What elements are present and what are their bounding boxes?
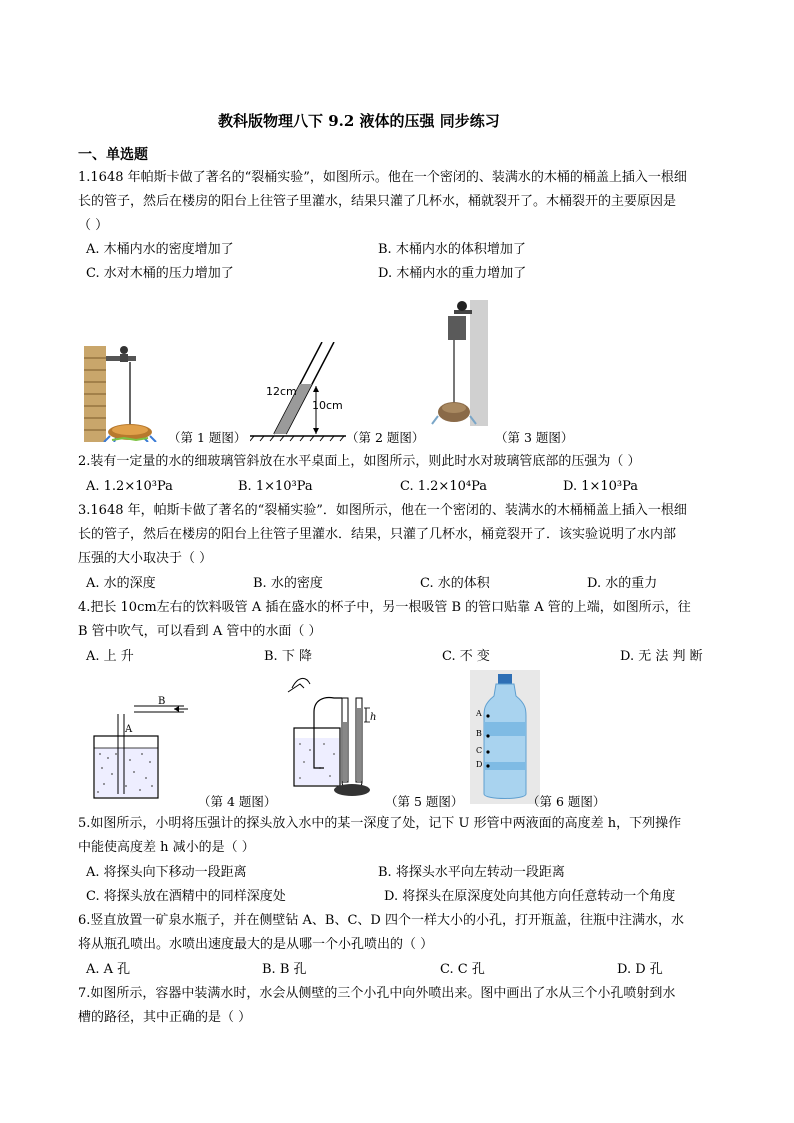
q2-option-b: B. 1×10³Pa (238, 479, 313, 494)
q4-option-b: B. 下 降 (264, 649, 312, 664)
figure-2-caption: （第 2 题图） (346, 430, 425, 445)
q3-option-b: B. 水的密度 (253, 576, 323, 591)
figure-2-tube-diagram (250, 342, 350, 442)
q7-line-2: 槽的路径，其中正确的是（ ） (78, 1010, 252, 1025)
q5-option-a: A. 将探头向下移动一段距离 (86, 865, 247, 880)
figure-4-label-b: B (158, 696, 166, 707)
figure-6-hole-d: D (476, 760, 483, 769)
figure-1-caption: （第 1 题图） (168, 430, 247, 445)
q6-option-d: D. D 孔 (617, 962, 663, 977)
figure-2-label-10cm: 10cm (312, 399, 343, 412)
q1-line-3: （ ） (78, 218, 109, 233)
figure-5-label-h: h (370, 712, 377, 723)
q4-line-2: B 管中吹气，可以看到 A 管中的水面（ ） (78, 624, 322, 639)
q5-option-d: D. 将探头在原深度处向其他方向任意转动一个角度 (384, 889, 676, 904)
q5-line-1: 5.如图所示，小明将压强计的探头放入水中的某一深度了处，记下 U 形管中两液面的高度差 h，下列操作 (78, 816, 682, 831)
page-title: 教科版物理八下 9.2 液体的压强 同步练习 (218, 112, 500, 130)
q3-line-3: 压强的大小取决于（ ） (78, 551, 213, 566)
q6-line-2: 将从瓶孔喷出。水喷出速度最大的是从哪一个小孔喷出的（ ） (78, 937, 434, 952)
q5-option-c: C. 将探头放在酒精中的同样深度处 (86, 889, 286, 904)
q4-option-d: D. 无 法 判 断 (620, 649, 703, 664)
q2-line-1: 2.装有一定量的水的细玻璃管斜放在水平桌面上，如图所示，则此时水对玻璃管底部的压强为（ ） (78, 454, 641, 469)
q3-line-2: 长的管子，然后在楼房的阳台上往管子里灌水．结果，只灌了几杯水，桶竟裂开了．该实验说明了水内部 (78, 527, 677, 542)
section-heading: 一、单选题 (78, 147, 148, 163)
q6-option-c: C. C 孔 (440, 962, 485, 977)
q6-option-b: B. B 孔 (262, 962, 307, 977)
q4-option-a: A. 上 升 (86, 649, 134, 664)
q1-option-d: D. 木桶内水的重力增加了 (378, 266, 527, 281)
q2-option-d: D. 1×10³Pa (563, 479, 639, 494)
figure-6-hole-a: A (476, 709, 482, 718)
q5-line-2: 中能使高度差 h 减小的是（ ） (78, 840, 255, 855)
q2-option-c: C. 1.2×10⁴Pa (400, 479, 487, 494)
figure-4-label-a: A (125, 724, 133, 735)
figure-6-caption: （第 6 题图） (527, 794, 606, 809)
q3-option-d: D. 水的重力 (587, 576, 658, 591)
q1-line-2: 长的管子，然后在楼房的阳台上往管子里灌水，结果只灌了几杯水，桶就裂开了。木桶裂开的主要原因是 (78, 194, 677, 209)
q7-line-1: 7.如图所示，容器中装满水时，水会从侧壁的三个小孔中向外喷出来。图中画出了水从三个小孔喷射到水 (78, 986, 676, 1001)
q6-line-1: 6.竖直放置一矿泉水瓶子，并在侧壁钻 A、B、C、D 四个一样大小的小孔，打开瓶盖，往瓶中注满水，水 (78, 913, 684, 928)
q1-option-c: C. 水对木桶的压力增加了 (86, 266, 234, 281)
figure-6-hole-b: B (476, 729, 482, 738)
q5-option-b: B. 将探头水平向左转动一段距离 (378, 865, 565, 880)
figure-2-label-12cm: 12cm (266, 385, 297, 398)
figure-6-hole-c: C (476, 746, 483, 755)
figure-3-caption: （第 3 题图） (495, 430, 574, 445)
q1-option-a: A. 木桶内水的密度增加了 (86, 242, 234, 257)
q4-line-1: 4.把长 10cm左右的饮料吸管 A 插在盛水的杯子中，另一根吸管 B 的管口贴靠 A 管的上端，如图所示，往 (78, 600, 691, 615)
q3-line-1: 3.1648 年，帕斯卡做了著名的“裂桶实验”．如图所示，他在一个密闭的、装满水的木桶桶盖上插入一根细 (78, 503, 687, 518)
q6-option-a: A. A 孔 (86, 962, 131, 977)
q2-option-a: A. 1.2×10³Pa (86, 479, 173, 494)
q3-option-a: A. 水的深度 (86, 576, 156, 591)
figure-4-caption: （第 4 题图） (198, 794, 277, 809)
figure-5-caption: （第 5 题图） (385, 794, 464, 809)
figure-3-barrel-image (430, 300, 490, 426)
q3-option-c: C. 水的体积 (420, 576, 490, 591)
q1-line-1: 1.1648 年帕斯卡做了著名的“裂桶实验”，如图所示。他在一个密闭的、装满水的木桶的桶盖上插入一根细 (78, 170, 687, 185)
q1-option-b: B. 木桶内水的体积增加了 (378, 242, 526, 257)
q4-option-c: C. 不 变 (442, 649, 490, 664)
figure-5-manometer-diagram (284, 672, 384, 800)
figure-1-barrel-image (84, 346, 174, 442)
figure-4-straw-diagram (90, 696, 190, 800)
